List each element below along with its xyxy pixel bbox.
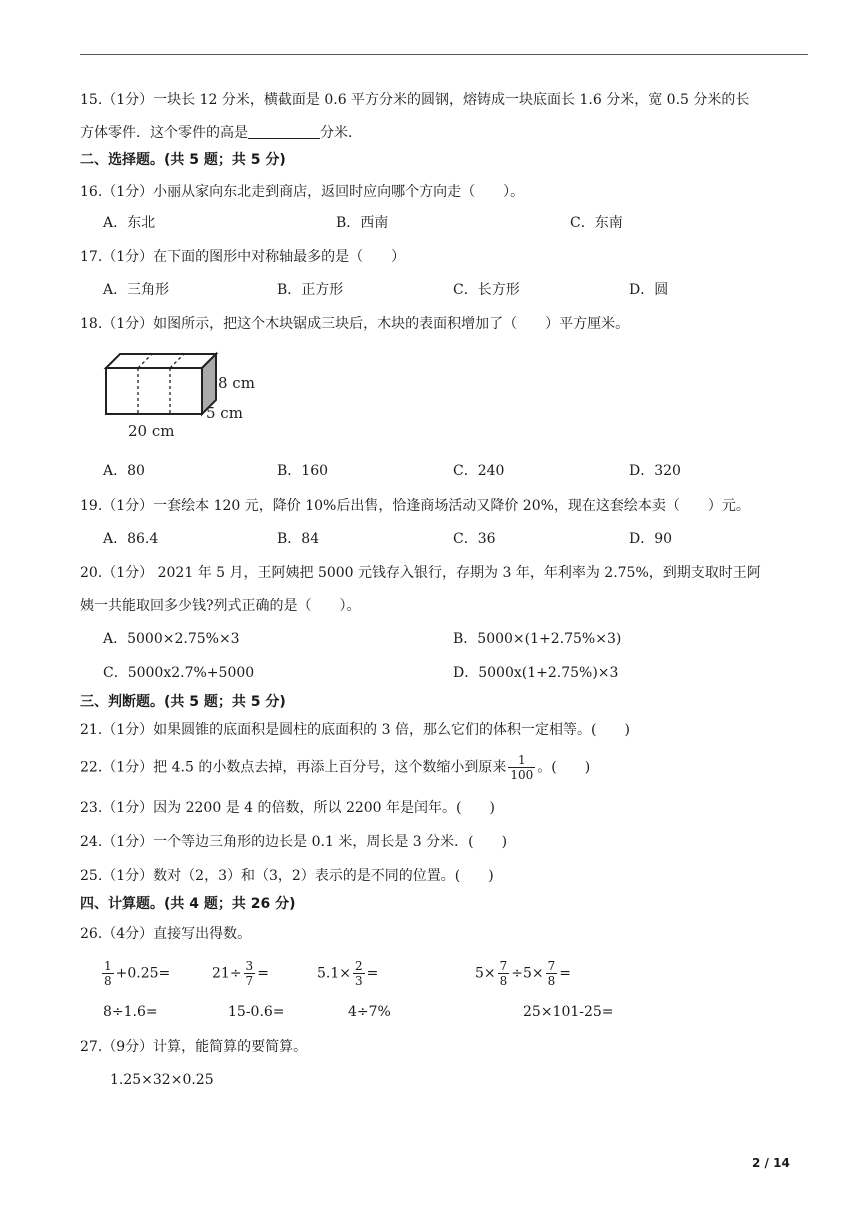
option-a[interactable]: A．三角形 <box>103 282 170 298</box>
question-15-line1: 15.（1分）一块长 12 分米，横截面是 0.6 平方分米的圆钢，熔铸成一块底面长 1.6 分米，宽 0.5 分米的长 <box>80 92 750 108</box>
option-b[interactable]: B．160 <box>277 463 329 479</box>
option-b[interactable]: B．西南 <box>336 215 389 231</box>
page-number: 2 / 14 <box>752 1156 790 1170</box>
question-22: 22.（1分）把 4.5 的小数点去掉，再添上百分号，这个数缩小到原来 $\frac{1}{100}$ 。( ) <box>80 753 591 782</box>
question-15-line2: 方体零件．这个零件的高是 分米． <box>80 125 362 141</box>
option-b[interactable]: B．84 <box>277 531 320 547</box>
question-19: 19.（1分）一套绘本 120 元，降价 10%后出售，恰逢商场活动又降价 20%，现在这套绘本卖（ ）元。 <box>80 498 750 514</box>
expr-3: 5.1× $\frac{2}{3}$ = <box>317 959 379 988</box>
expr-2: 21÷ $\frac{3}{7}$ = <box>212 959 269 988</box>
fraction: $\frac{1}{100}$ <box>510 753 534 782</box>
expr-8: 25×101-25= <box>523 1004 614 1020</box>
option-b[interactable]: B．5000×(1+2.75%×3) <box>453 631 622 647</box>
option-d[interactable]: D．320 <box>629 463 681 479</box>
question-24: 24.（1分）一个等边三角形的边长是 0.1 米，周长是 3 分米．( ) <box>80 834 508 850</box>
section-heading-choice: 二、选择题。(共 5 题；共 5 分) <box>80 152 286 168</box>
option-d[interactable]: D．5000x(1+2.75%)×3 <box>453 665 619 681</box>
question-17: 17.（1分）在下面的图形中对称轴最多的是（ ） <box>80 249 406 265</box>
expr-4: 5× $\frac{7}{8}$ ÷5× $\frac{7}{8}$ = <box>475 959 572 988</box>
question-26: 26.（4分）直接写出得数。 <box>80 926 252 942</box>
question-20-line1: 20.（1分） 2021 年 5 月，王阿姨把 5000 元钱存入银行，存期为 3 年，年利率为 2.75%，到期支取时王阿 <box>80 565 761 581</box>
question-19-options <box>0 529 860 549</box>
section-heading-judgement: 三、判断题。(共 5 题；共 5 分) <box>80 694 286 710</box>
question-25: 25.（1分）数对（2，3）和（3，2）表示的是不同的位置。( ) <box>80 868 494 884</box>
option-a[interactable]: A．5000×2.75%×3 <box>103 631 240 647</box>
question-20-options-row2 <box>0 663 860 683</box>
option-a[interactable]: A．86.4 <box>103 531 159 547</box>
question-18-options <box>0 461 860 481</box>
question-20-line2: 姨一共能取回多少钱?列式正确的是（ ）。 <box>80 598 361 614</box>
question-16-options <box>0 213 860 233</box>
option-d[interactable]: D．圆 <box>629 282 669 298</box>
question-16: 16.（1分）小丽从家向东北走到商店，返回时应向哪个方向走（ ）。 <box>80 184 525 200</box>
option-c[interactable]: C．5000x2.7%+5000 <box>103 665 255 681</box>
option-d[interactable]: D．90 <box>629 531 673 547</box>
question-18: 18.（1分）如图所示，把这个木块锯成三块后，木块的表面积增加了（ ）平方厘米。 <box>80 316 630 332</box>
expr-5: 8÷1.6= <box>103 1004 158 1020</box>
length-label: 20 cm <box>128 422 175 440</box>
option-c[interactable]: C．长方形 <box>453 282 520 298</box>
question-21: 21.（1分）如果圆锥的底面积是圆柱的底面积的 3 倍，那么它们的体积一定相等。( ) <box>80 722 630 738</box>
option-a[interactable]: A．东北 <box>103 215 156 231</box>
answer-blank[interactable] <box>248 124 320 139</box>
option-a[interactable]: A．80 <box>103 463 145 479</box>
question-17-options <box>0 280 860 300</box>
option-c[interactable]: C．36 <box>453 531 496 547</box>
question-23: 23.（1分）因为 2200 是 4 的倍数，所以 2200 年是闰年。( ) <box>80 800 495 816</box>
question-27: 27.（9分）计算，能简算的要简算。 <box>80 1039 308 1055</box>
width-label: 5 cm <box>206 404 243 422</box>
option-c[interactable]: C．东南 <box>570 215 623 231</box>
question-20-options-row1 <box>0 629 860 649</box>
option-c[interactable]: C．240 <box>453 463 505 479</box>
expr-7: 4÷7% <box>348 1004 391 1020</box>
option-b[interactable]: B．正方形 <box>277 282 344 298</box>
height-label: 8 cm <box>218 374 255 392</box>
expr-1: $\frac{1}{8}$ +0.25= <box>104 959 171 988</box>
section-heading-calculation: 四、计算题。(共 4 题；共 26 分) <box>80 896 296 912</box>
wood-block-figure <box>100 350 270 442</box>
expr-9: 1.25×32×0.25 <box>110 1072 214 1088</box>
header-rule <box>80 54 808 55</box>
expr-6: 15-0.6= <box>228 1004 285 1020</box>
